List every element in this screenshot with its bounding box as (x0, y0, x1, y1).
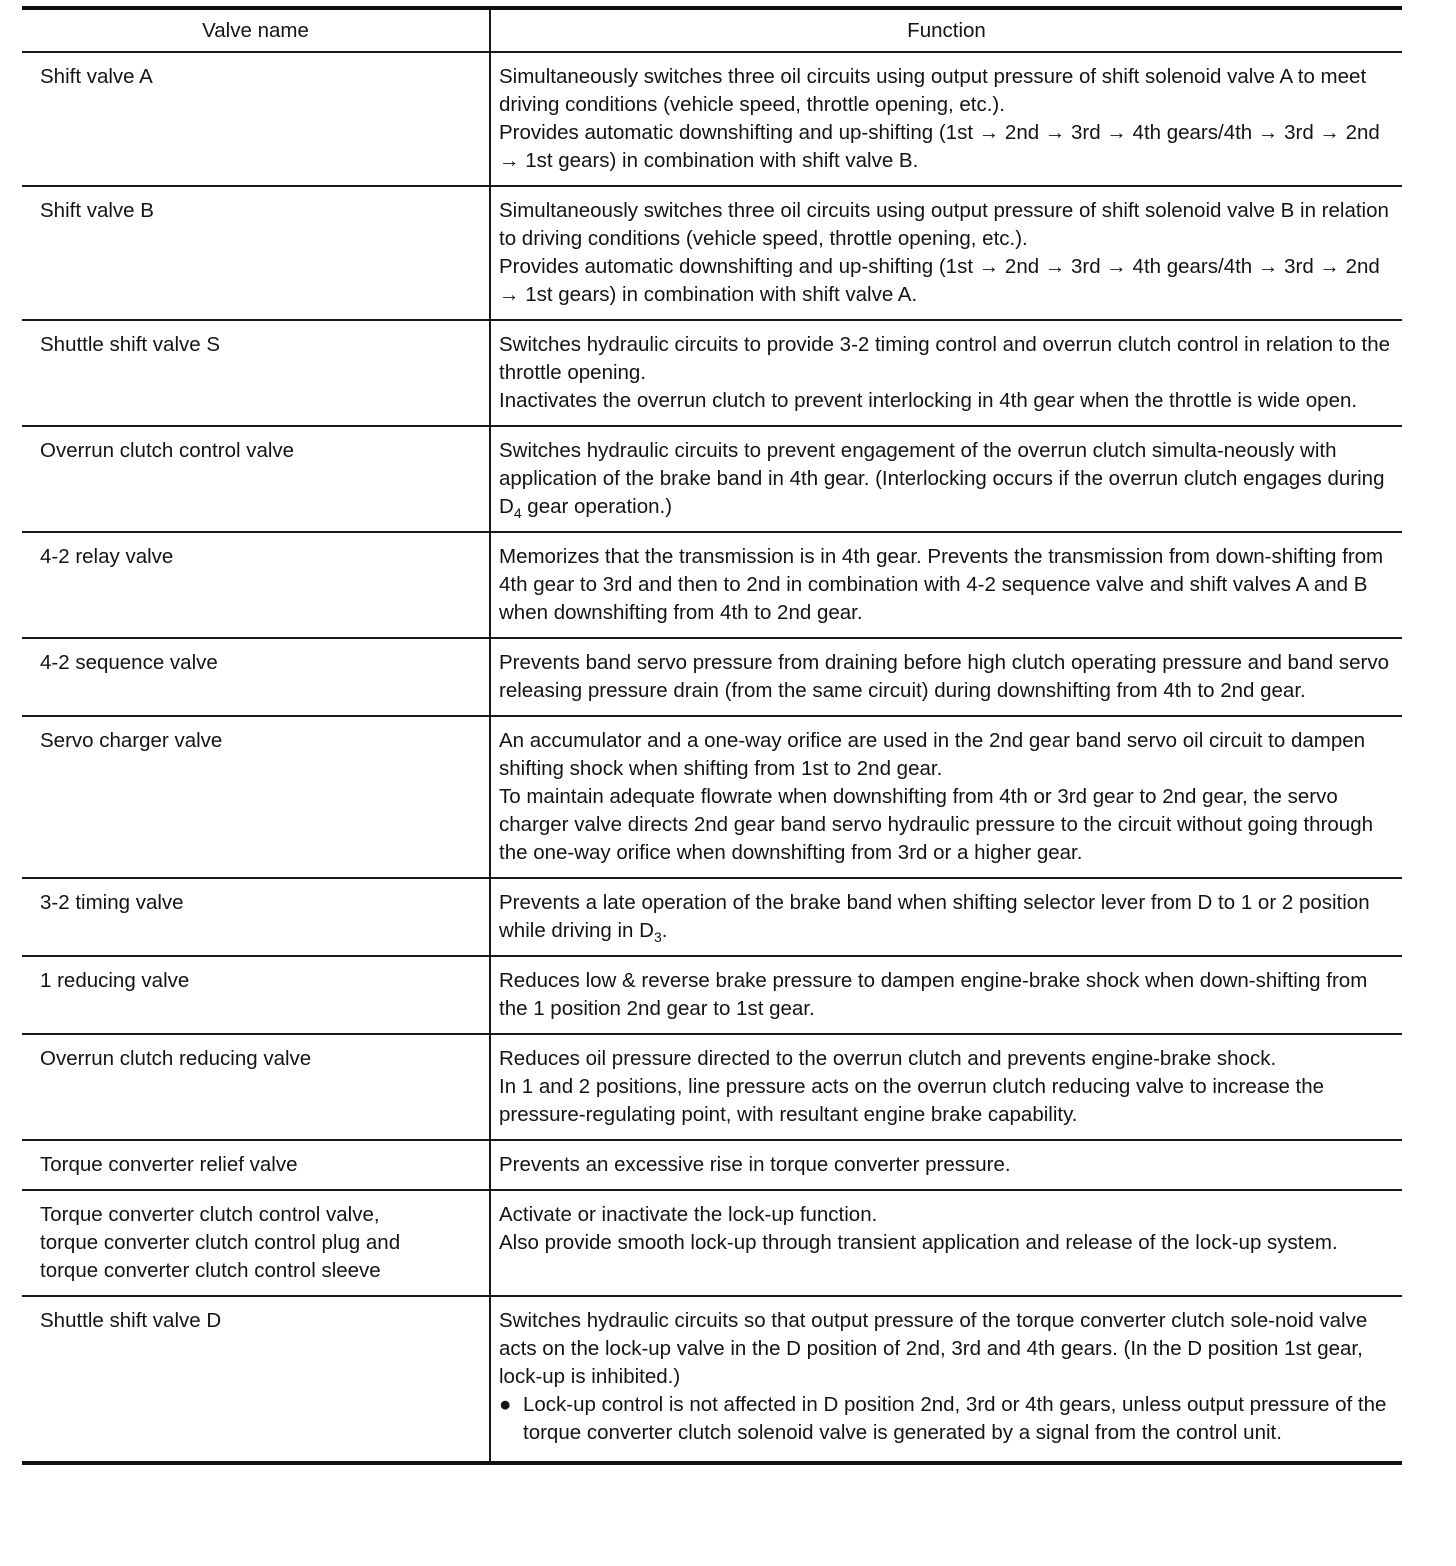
valve-name: 3-2 timing valve (40, 891, 184, 914)
valve-name: Overrun clutch reducing valve (40, 1047, 312, 1070)
valve-name-cell (22, 716, 490, 878)
valve-name: 4-2 relay valve (40, 545, 174, 568)
function-cell (490, 320, 1402, 426)
table-row (22, 638, 1402, 716)
function-text: Prevents a late operation of the brake band when shifting selector lever from D to 1 or 2 position while driving in D (499, 891, 1370, 942)
bullet-item (499, 1391, 1392, 1447)
function-text: Switches hydraulic circuits to provide 3-2 timing control and overrun clutch control in relation to the throttle opening. (499, 333, 1391, 384)
function-text: Switches hydraulic circuits so that output pressure of the torque converter clutch sole-noid valve acts on the lock-up valve in the D position of 2nd, 3rd and 4th gears. (In the D position 1st gear, lock-up is inhibited.) (499, 1309, 1368, 1388)
function-text: In 1 and 2 positions, line pressure acts on the overrun clutch reducing valve to increase the pressure-regulating point, with resultant engine brake capability. (499, 1075, 1325, 1126)
function-cell (490, 532, 1402, 638)
valve-name: Overrun clutch control valve (40, 439, 295, 462)
valve-name: torque converter clutch control sleeve (40, 1259, 381, 1282)
valve-name: Shift valve B (40, 199, 154, 222)
function-cell (490, 1296, 1402, 1463)
table-row (22, 320, 1402, 426)
function-cell (490, 1190, 1402, 1296)
valve-name-cell (22, 1296, 490, 1463)
function-text: Prevents band servo pressure from draining before high clutch operating pressure and band servo releasing pressure drain (from the same circuit) during downshifting from 4th to 2nd gear. (499, 651, 1389, 702)
function-text: Also provide smooth lock-up through transient application and release of the lock-up system. (499, 1231, 1338, 1254)
function-text: An accumulator and a one-way orifice are used in the 2nd gear band servo oil circuit to dampen shifting shock when shifting from 1st to 2nd gear. (499, 729, 1366, 780)
function-text-tail: . (661, 919, 668, 942)
function-text: Provides automatic downshifting and up-shifting (1st → 2nd → 3rd → 4th gears/4th → 3rd → 2nd → 1st gears) in combination with shift valve A. (499, 255, 1380, 306)
function-text: Memorizes that the transmission is in 4th gear. Prevents the transmission from down-shifting from 4th gear to 3rd and then to 2nd in combination with 4-2 sequence valve and shift valves A and B when downshifting from 4th to 2nd gear. (499, 545, 1384, 624)
valve-name-cell (22, 1034, 490, 1140)
table-row (22, 1190, 1402, 1296)
bullet-icon: ● (499, 1393, 512, 1416)
valve-name-cell (22, 186, 490, 320)
function-text: To maintain adequate flowrate when downshifting from 4th or 3rd gear to 2nd gear, the servo charger valve directs 2nd gear band servo hydraulic pressure to the circuit without going through the one-way orifice when downshifting from 3rd or a higher gear. (499, 785, 1374, 864)
table-row (22, 1296, 1402, 1463)
bullet-text: Lock-up control is not affected in D position 2nd, 3rd or 4th gears, unless output pressure of the torque converter clutch solenoid valve is generated by a signal from the control unit. (523, 1393, 1387, 1444)
valve-name: Torque converter clutch control valve, (40, 1203, 380, 1226)
valve-name: Servo charger valve (40, 729, 223, 752)
function-text: Simultaneously switches three oil circuits using output pressure of shift solenoid valve B in relation to driving conditions (vehicle speed, throttle opening, etc.). (499, 199, 1389, 250)
header-function: Function (490, 8, 1402, 52)
function-cell (490, 1034, 1402, 1140)
valve-name: 1 reducing valve (40, 969, 190, 992)
function-text: Prevents an excessive rise in torque converter pressure. (499, 1153, 1011, 1176)
valve-name: Shuttle shift valve S (40, 333, 221, 356)
function-cell (490, 186, 1402, 320)
table-row (22, 52, 1402, 186)
function-text-tail: gear operation.) (521, 495, 673, 518)
table-row (22, 716, 1402, 878)
valve-name-cell (22, 1140, 490, 1190)
table-row (22, 1034, 1402, 1140)
valve-function-table (22, 6, 1402, 1465)
function-cell (490, 1140, 1402, 1190)
table-row (22, 878, 1402, 956)
table-row (22, 186, 1402, 320)
valve-name-cell (22, 320, 490, 426)
function-cell (490, 716, 1402, 878)
function-text: Switches hydraulic circuits to prevent engagement of the overrun clutch simulta-neously with application of the brake band in 4th gear. (Interlocking occurs if the overrun clutch engages during D (499, 439, 1385, 518)
header-row (22, 8, 1402, 52)
function-text: Activate or inactivate the lock-up function. (499, 1203, 878, 1226)
valve-name: Torque converter relief valve (40, 1153, 298, 1176)
function-subscript: 3 (653, 929, 662, 946)
function-cell (490, 878, 1402, 956)
valve-name-cell (22, 638, 490, 716)
valve-name: Shift valve A (40, 65, 153, 88)
valve-name-cell (22, 956, 490, 1034)
valve-name: 4-2 sequence valve (40, 651, 218, 674)
function-subscript: 4 (513, 505, 522, 522)
table-row (22, 956, 1402, 1034)
valve-name: torque converter clutch control plug and (40, 1231, 401, 1254)
table-row (22, 1140, 1402, 1190)
valve-name: Shuttle shift valve D (40, 1309, 222, 1332)
function-cell (490, 956, 1402, 1034)
header-valve-name: Valve name (22, 8, 490, 52)
valve-name-cell (22, 426, 490, 532)
valve-name-cell (22, 532, 490, 638)
valve-name-cell (22, 878, 490, 956)
function-cell (490, 638, 1402, 716)
table-row (22, 426, 1402, 532)
table-row (22, 532, 1402, 638)
function-text: Simultaneously switches three oil circuits using output pressure of shift solenoid valve A to meet driving conditions (vehicle speed, throttle opening, etc.). (499, 65, 1367, 116)
function-cell (490, 52, 1402, 186)
function-text: Inactivates the overrun clutch to prevent interlocking in 4th gear when the throttle is wide open. (499, 389, 1358, 412)
function-cell (490, 426, 1402, 532)
function-text: Reduces oil pressure directed to the overrun clutch and prevents engine-brake shock. (499, 1047, 1277, 1070)
valve-name-cell (22, 52, 490, 186)
function-text: Provides automatic downshifting and up-shifting (1st → 2nd → 3rd → 4th gears/4th → 3rd → 2nd → 1st gears) in combination with shift valve B. (499, 121, 1380, 172)
function-text: Reduces low & reverse brake pressure to dampen engine-brake shock when down-shifting from the 1 position 2nd gear to 1st gear. (499, 969, 1368, 1020)
valve-name-cell (22, 1190, 490, 1296)
